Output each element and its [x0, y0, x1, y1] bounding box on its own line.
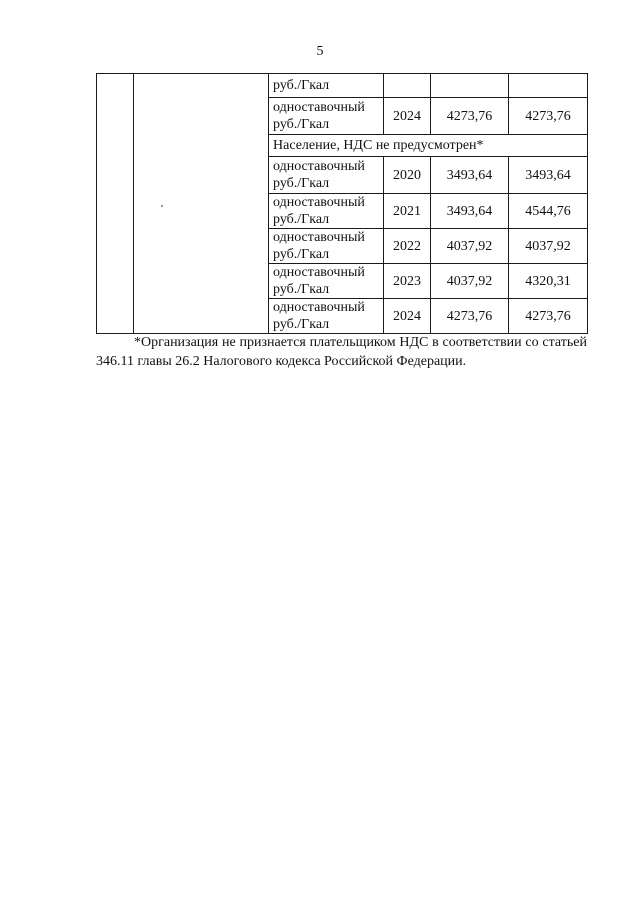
year-cell: 2024	[384, 98, 431, 135]
rate-unit: руб./Гкал	[273, 247, 330, 262]
rate-type: одноставочный	[273, 100, 365, 115]
section-title: Население, НДС не предусмотрен*	[269, 135, 588, 157]
value-cell: 4544,76	[509, 194, 588, 229]
value-cell: 4273,76	[431, 299, 509, 334]
rate-unit: руб./Гкал	[273, 317, 330, 332]
value-cell: 4037,92	[431, 229, 509, 264]
organization-cell	[134, 74, 269, 334]
footnote: *Организация не признается плательщиком НДС в соответствии со статьей 346.11 главы 26.2 Налогового кодекса Российской Федерации.	[96, 335, 587, 369]
rate-type: одноставочный	[273, 230, 365, 245]
rate-unit: руб./Гкал	[273, 78, 330, 93]
value-cell: 4273,76	[509, 98, 588, 135]
tariff-table	[96, 73, 588, 334]
value-cell	[509, 74, 588, 98]
year-cell: 2022	[384, 229, 431, 264]
rate-unit: руб./Гкал	[273, 117, 330, 132]
rate-cell	[269, 299, 384, 334]
year-cell	[384, 74, 431, 98]
value-cell: 3493,64	[431, 157, 509, 194]
value-cell: 4273,76	[509, 299, 588, 334]
year-cell: 2021	[384, 194, 431, 229]
rate-unit: руб./Гкал	[273, 282, 330, 297]
value-cell: 4037,92	[431, 264, 509, 299]
rate-unit: руб./Гкал	[273, 212, 330, 227]
value-cell: 4037,92	[509, 229, 588, 264]
year-cell: 2020	[384, 157, 431, 194]
table-row	[97, 74, 588, 98]
value-cell: 4320,31	[509, 264, 588, 299]
rate-cell	[269, 229, 384, 264]
rate-cell	[269, 74, 384, 98]
value-cell: 3493,64	[431, 194, 509, 229]
value-cell: 3493,64	[509, 157, 588, 194]
rate-type: одноставочный	[273, 159, 365, 174]
rate-unit: руб./Гкал	[273, 176, 330, 191]
year-cell: 2023	[384, 264, 431, 299]
rate-type: одноставочный	[273, 265, 365, 280]
rate-type: одноставочный	[273, 195, 365, 210]
rate-cell	[269, 157, 384, 194]
value-cell	[431, 74, 509, 98]
rate-cell	[269, 194, 384, 229]
year-cell: 2024	[384, 299, 431, 334]
value-cell: 4273,76	[431, 98, 509, 135]
scan-speck	[161, 205, 163, 207]
rate-cell	[269, 98, 384, 135]
rate-type: одноставочный	[273, 300, 365, 315]
number-cell	[97, 74, 134, 334]
rate-cell	[269, 264, 384, 299]
page-number: 5	[316, 44, 324, 59]
